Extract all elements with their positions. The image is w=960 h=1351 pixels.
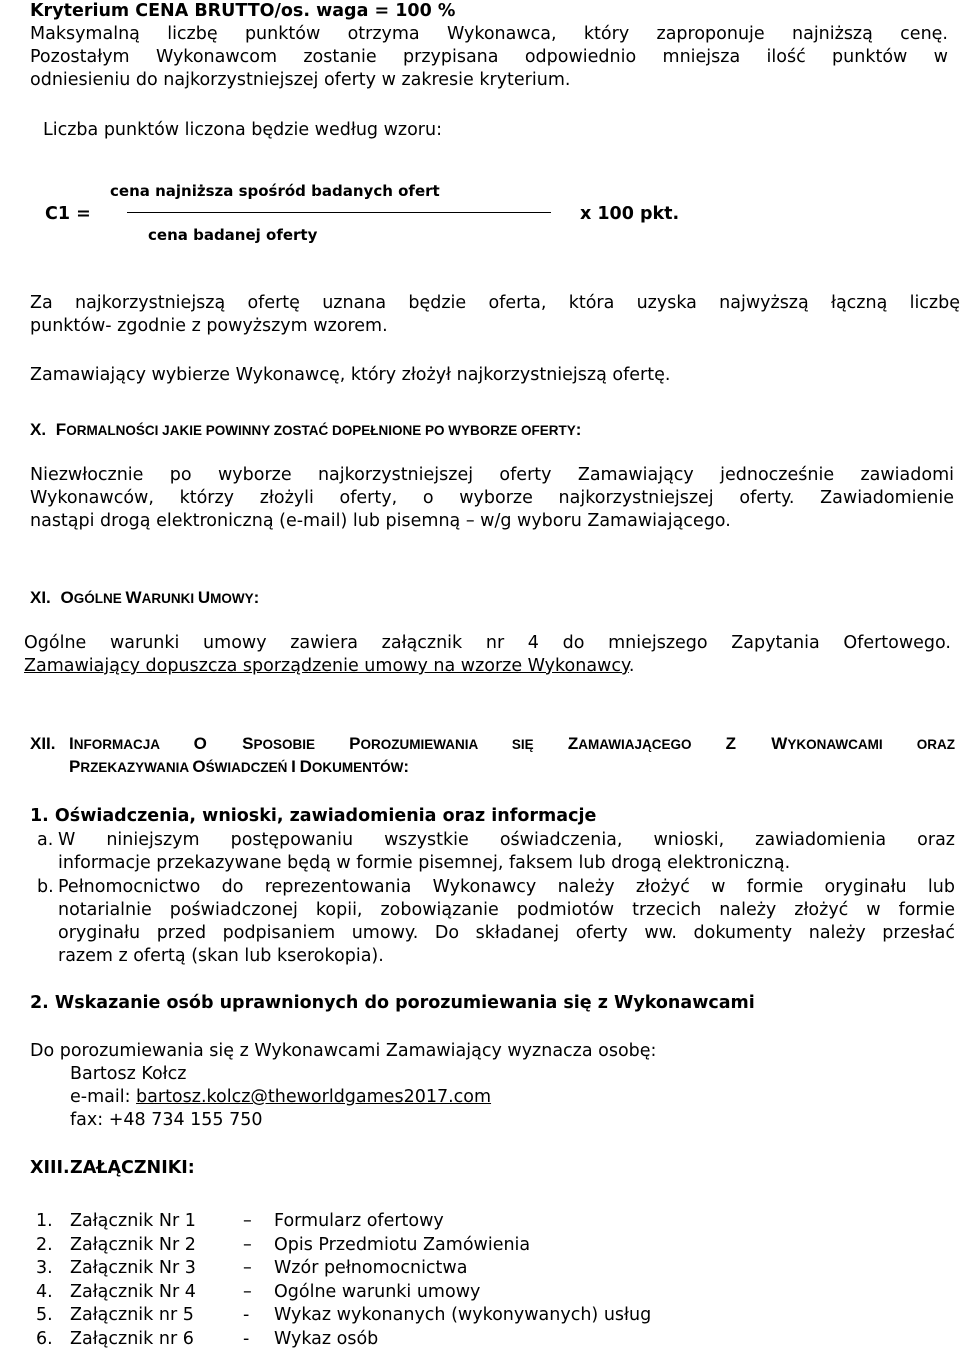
chooses-text: Zamawiający wybierze Wykonawcę, który złożył najkorzystniejszą ofertę. [30,365,671,385]
sub2-intro: Do porozumiewania się z Wykonawcami Zamawiający wyznacza osobę: [30,1041,657,1061]
list-item-name: Załącznik Nr 3 [70,1258,196,1278]
formula-rhs: x 100 pkt. [580,204,680,224]
h-r: OKUMENTÓW [311,760,404,775]
list-item-dash: – [243,1281,252,1302]
h-i: I [69,734,74,753]
fraction-line [127,212,551,213]
list-item-num: 2. [36,1234,53,1255]
criterion-title: Kryterium CENA BRUTTO/os. waga = 100 % [30,1,456,21]
h-i: : [403,757,410,776]
section-x-line-2: Wykonawców, którzy złożyli oferty, o wyborze najkorzystniejszej oferty. Zawiadomienie [30,488,954,508]
list-item-num: 4. [36,1281,53,1302]
h-r: NFORMACJA [73,737,194,752]
h-r: ORAZ [916,737,955,752]
h-i: O [193,734,207,753]
h-r: AMAWIAJĄCEGO [578,737,726,752]
criterion-line-1: Maksymalną liczbę punktów otrzyma Wykonawca, który zaproponuje najniższą cenę. [30,24,948,44]
underlined-clause: Zamawiający dopuszcza sporządzenie umowy na wzorze Wykonawcy [24,656,629,676]
period: . [628,656,635,676]
heading-rest: GÓLNE [73,591,126,606]
attachments-descriptions [274,1210,651,1351]
list-item-name: Załącznik nr 6 [70,1328,194,1349]
h-i: I [291,757,296,776]
h-r: RZEKAZYWANIA [80,760,193,775]
section-xi-line-2 [24,655,634,678]
email-link[interactable]: bartosz.kolcz@theworldgames2017.com [136,1087,492,1107]
formula-lhs: C1 = [45,204,91,224]
h-r: OROZUMIEWANIA [360,737,512,752]
h-i: P [69,757,81,776]
list-item-desc: Formularz ofertowy [274,1211,444,1231]
section-xiii-heading: ZAŁĄCZNIKI: [70,1158,195,1178]
h-r: ŚWIADCZEŃ [205,760,292,775]
attachments-numbers [36,1210,53,1351]
section-xii-num [30,732,56,755]
sub1-a-label: a. [37,830,54,850]
heading-colon: : [575,420,582,439]
list-item-dash: – [243,1211,252,1231]
attachments-dashes [243,1210,252,1351]
best-offer-line-2: punktów- zgodnie z powyższym wzorem. [30,316,388,336]
section-xi-num: XI. [30,588,51,607]
formula-numerator: cena najniższa spośród badanych ofert [110,182,440,200]
list-item-desc: Opis Przedmiotu Zamówienia [274,1234,531,1255]
list-item-name: Załącznik Nr 1 [70,1211,196,1231]
formula-intro: Liczba punktów liczona będzie według wzoru: [43,120,442,140]
best-offer-line-1: Za najkorzystniejszą ofertę uznana będzie oferta, która uzyska najwyższą łączną liczbę [30,293,960,313]
section-xii-heading-line-1 [69,732,955,756]
heading-initial: F [55,420,67,439]
sub1-a-line-1: W niniejszym postępowaniu wszystkie oświadczenia, wnioski, zawiadomienia oraz [58,830,955,850]
heading-rest: MOWY [210,591,254,606]
sub1-title: 1. Oświadczenia, wnioski, zawiadomienia oraz informacje [30,806,597,826]
sub1-b-line-4: razem z ofertą (skan lub kserokopia). [58,946,384,966]
h-i: P [349,734,361,753]
section-xii-heading-line-2 [69,755,409,779]
list-item-num: 6. [36,1328,53,1349]
sub1-a-line-2: informacje przekazywane będą w formie pisemnej, faksem lub drogą elektroniczną. [58,853,791,873]
sub1-b-label: b. [37,877,54,897]
list-item-num: 3. [36,1258,53,1278]
list-item-dash: – [243,1234,252,1255]
list-item-num: 1. [36,1211,53,1231]
section-xi-heading [30,586,259,610]
list-item-desc: Wykaz osób [274,1328,379,1349]
heading-initial: U [197,588,211,607]
sub2-title: 2. Wskazanie osób uprawnionych do porozumiewania się z Wykonawcami [30,993,755,1013]
heading-rest: ORMALNOŚCI JAKIE POWINNY ZOSTAĆ DOPEŁNIONE PO WYBORZE OFERTY [66,423,576,438]
h-i: W [771,734,788,753]
contact-fax: fax: +48 734 155 750 [70,1110,263,1130]
heading-initial: W [125,588,142,607]
sub1-b-line-2: notarialnie poświadczonej kopii, zobowiązanie podmiotów trzecich należy złożyć w formie [58,900,955,920]
formula-denominator: cena badanej oferty [148,226,318,244]
heading-initial: O [60,588,74,607]
section-x-heading [30,418,581,442]
list-item-dash: - [243,1305,250,1325]
section-x-line-1: Niezwłocznie po wyborze najkorzystniejszej oferty Zamawiający jednocześnie zawiadomi [30,465,954,485]
h-r: SIĘ [511,737,568,752]
section-x-line-3: nastąpi drogą elektroniczną (e-mail) lub pisemną – w/g wyboru Zamawiającego. [30,511,731,531]
contact-email-line [70,1086,491,1109]
list-item-dash: - [243,1328,250,1349]
heading-colon: : [253,588,260,607]
list-item-dash: – [243,1258,252,1278]
section-xiii-num: XIII. [30,1158,70,1178]
list-item-name: Załącznik Nr 4 [70,1281,196,1302]
h-i: Z [567,734,579,753]
heading-rest: ARUNKI [141,591,198,606]
h-i: S [242,734,254,753]
contact-name: Bartosz Kołcz [70,1064,187,1084]
email-label: e-mail: [70,1087,137,1107]
section-x-num: X. [30,420,47,439]
h-i: D [299,757,312,776]
sub1-b-line-3: oryginału przed podpisaniem umowy. Do składanej oferty ww. dokumenty należy przesłać [58,923,955,943]
list-item-name: Załącznik Nr 2 [70,1234,196,1255]
section-xi-line-1: Ogólne warunki umowy zawiera załącznik nr 4 do mniejszego Zapytania Ofertowego. [24,633,951,653]
list-item-desc: Wzór pełnomocnictwa [274,1258,468,1278]
attachments-names [70,1210,196,1351]
criterion-line-3: odniesieniu do najkorzystniejszej oferty w zakresie kryterium. [30,70,571,90]
list-item-desc: Wykaz wykonanych (wykonywanych) usług [274,1305,652,1325]
num-text: XII. [30,734,56,753]
list-item-desc: Ogólne warunki umowy [274,1281,481,1302]
list-item-num: 5. [36,1305,53,1325]
h-r: YKONAWCAMI [787,737,917,752]
sub1-b-line-1: Pełnomocnictwo do reprezentowania Wykonawcy należy złożyć w formie oryginału lub [58,877,955,897]
h-i: O [192,757,206,776]
criterion-line-2: Pozostałym Wykonawcom zostanie przypisana odpowiednio mniejsza ilość punktów w [30,47,948,67]
h-r: POSOBIE [253,737,350,752]
h-i: Z [725,734,737,753]
list-item-name: Załącznik nr 5 [70,1305,194,1325]
